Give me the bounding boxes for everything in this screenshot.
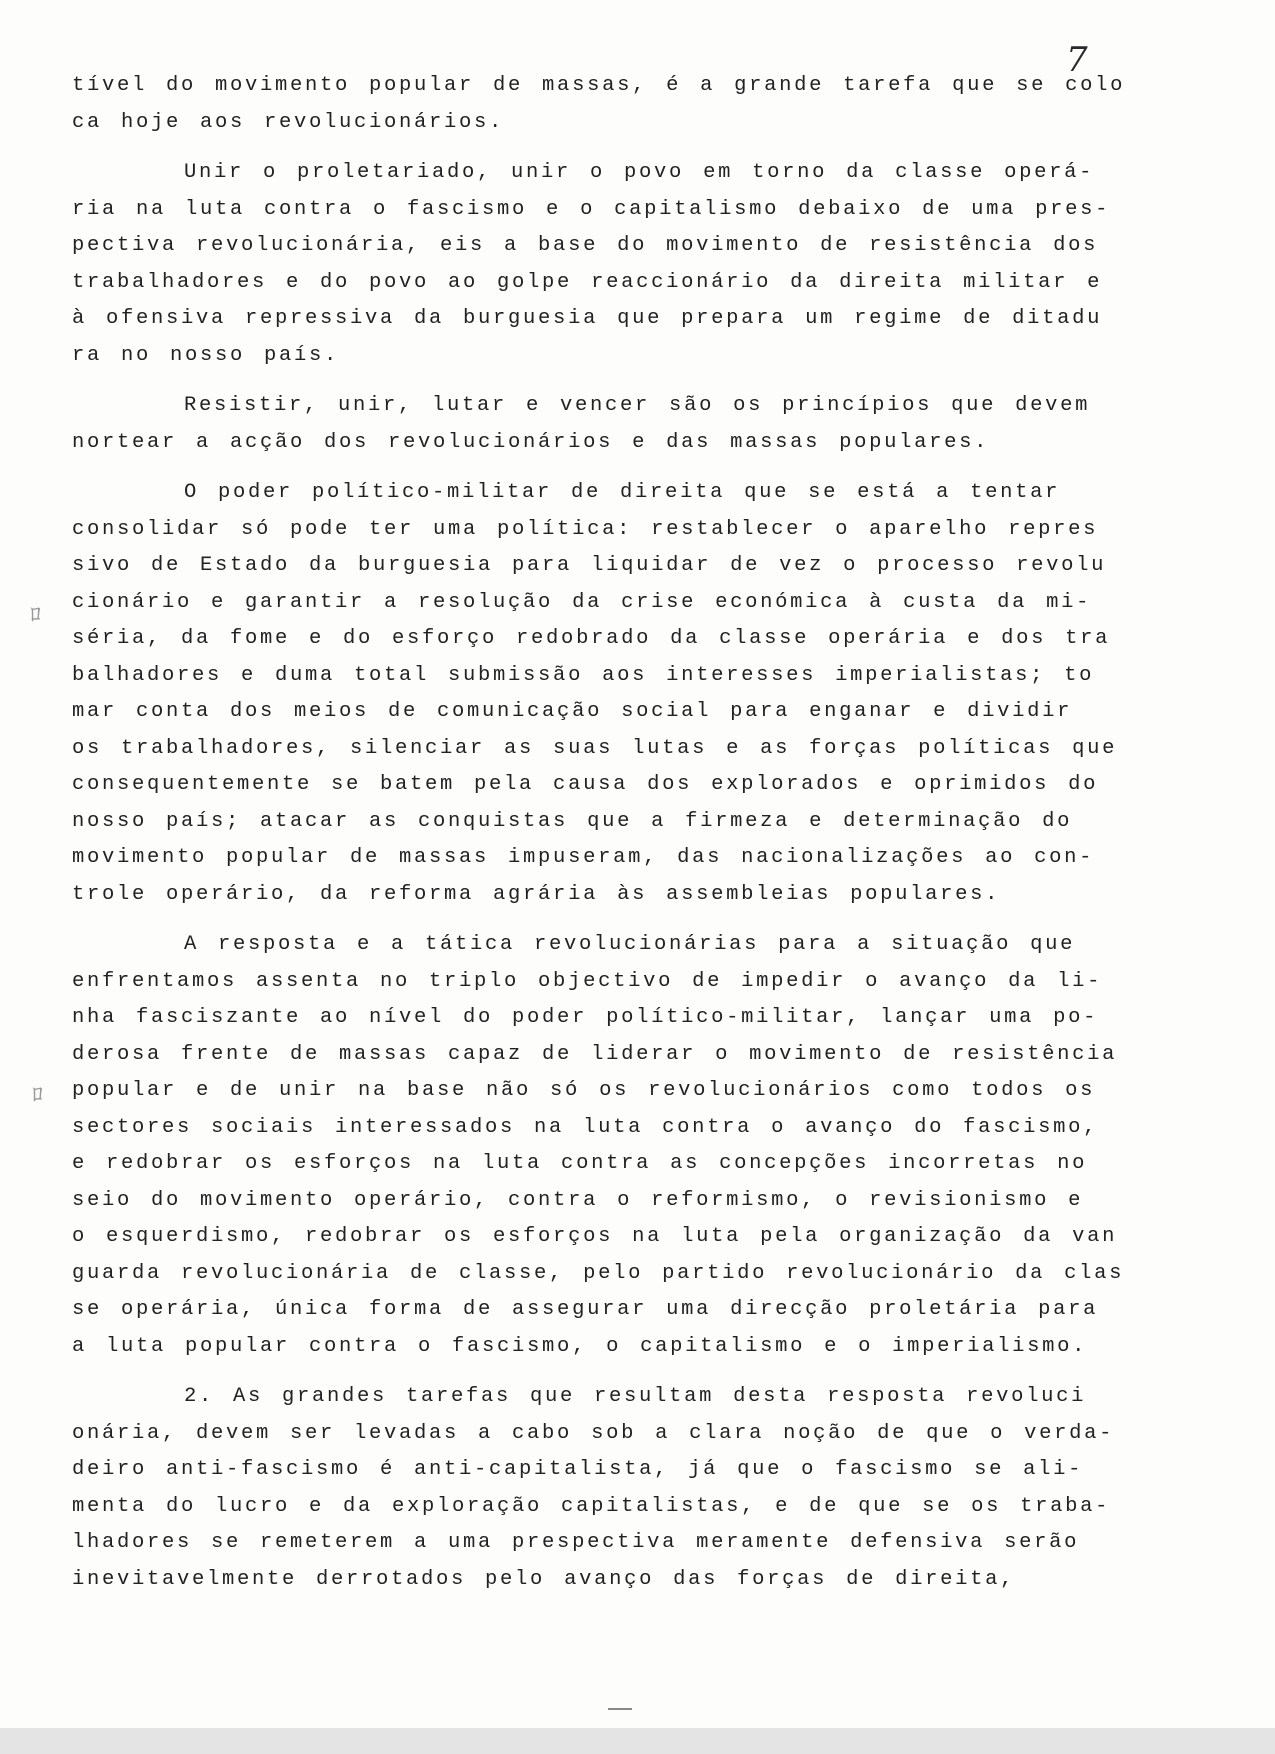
page-number: 7 (1066, 40, 1088, 80)
text-line: e redobrar os esforços na luta contra as concepções incorretas no (72, 1152, 1088, 1175)
text-line: menta do lucro e da exploração capitalistas, e de que se os traba- (72, 1494, 1111, 1518)
text-line: A resposta e a tática revolucionárias para a situação que (184, 933, 1076, 956)
text-line: trole operário, da reforma agrária às assembleias populares. (72, 882, 1001, 906)
text-line: séria, da fome e do esforço redobrado da classe operária e dos tra (72, 627, 1111, 650)
text-line: cionário e garantir a resolução da crise económica à custa da mi- (72, 590, 1092, 614)
text-line: tível do movimento popular de massas, é a grande tarefa que se colo (72, 74, 1126, 97)
text-line: guarda revolucionária de classe, pelo partido revolucionário da clas (72, 1261, 1125, 1285)
text-line: os trabalhadores, silenciar as suas lutas e as forças políticas que (72, 736, 1118, 760)
text-line: mar conta dos meios de comunicação social para enganar e dividir (72, 700, 1073, 723)
text-line: balhadores e duma total submissão aos interesses imperialistas; to (72, 663, 1095, 687)
text-line: pectiva revolucionária, eis a base do movimento de resistência dos (72, 234, 1099, 257)
paragraph (72, 475, 1132, 913)
text-line: enfrentamos assenta no triplo objectivo de impedir o avanço da li- (72, 969, 1103, 993)
margin-mark: ﾛ (32, 1083, 44, 1108)
paragraph (72, 1379, 1132, 1598)
text-line: nha fasciszante ao nível do poder político-militar, lançar uma po- (72, 1006, 1099, 1029)
text-line: consequentemente se batem pela causa dos explorados e oprimidos do (72, 773, 1099, 796)
paragraph (72, 927, 1132, 1365)
text-line: a luta popular contra o fascismo, o capitalismo e o imperialismo. (72, 1334, 1088, 1358)
scan-edge (0, 1728, 1275, 1754)
text-line: sectores sociais interessados na luta contra o avanço do fascismo, (72, 1115, 1099, 1139)
scan-mark (608, 1708, 632, 1710)
margin-mark: ﾛ (30, 603, 42, 628)
text-line: trabalhadores e do povo ao golpe reaccionário da direita militar e (72, 270, 1103, 294)
paragraph (72, 388, 1132, 461)
text-line: ra no nosso país. (72, 343, 340, 367)
text-line: popular e de unir na base não só os revolucionários como todos os (72, 1079, 1096, 1102)
text-line: ca hoje aos revolucionários. (72, 110, 505, 134)
body-text (72, 68, 1132, 1612)
text-line: lhadores se remeterem a uma prespectiva meramente defensiva serão (72, 1531, 1080, 1554)
text-line: O poder político-militar de direita que se está a tentar (184, 481, 1061, 504)
text-line: sivo de Estado da burguesia para liquidar de vez o processo revolu (72, 554, 1107, 577)
text-line: nosso país; atacar as conquistas que a firmeza e determinação do (72, 809, 1073, 833)
text-line: ria na luta contra o fascismo e o capitalismo debaixo de uma pres- (72, 197, 1111, 221)
text-line: 2. As grandes tarefas que resultam desta resposta revoluci (184, 1385, 1087, 1408)
text-line: consolidar só pode ter uma política: restablecer o aparelho repres (72, 517, 1099, 541)
text-line: seio do movimento operário, contra o reformismo, o revisionismo e (72, 1188, 1084, 1212)
paragraph (72, 68, 1132, 141)
text-line: se operária, única forma de assegurar uma direcção proletária para (72, 1298, 1099, 1321)
text-line: derosa frente de massas capaz de liderar o movimento de resistência (72, 1042, 1118, 1066)
text-line: inevitavelmente derrotados pelo avanço das forças de direita, (72, 1567, 1016, 1591)
text-line: Resistir, unir, lutar e vencer são os princípios que devem (184, 394, 1091, 417)
text-line: movimento popular de massas impuseram, das nacionalizações ao con- (72, 846, 1095, 869)
text-line: o esquerdismo, redobrar os esforços na luta pela organização da van (72, 1225, 1118, 1248)
text-line: deiro anti-fascismo é anti-capitalista, já que o fascismo se ali- (72, 1458, 1084, 1481)
text-line: Unir o proletariado, unir o povo em torno da classe operá- (184, 161, 1095, 184)
text-line: onária, devem ser levadas a cabo sob a clara noção de que o verda- (72, 1421, 1115, 1445)
paragraph (72, 155, 1132, 374)
text-line: nortear a acção dos revolucionários e das massas populares. (72, 430, 990, 454)
text-line: à ofensiva repressiva da burguesia que prepara um regime de ditadu (72, 307, 1103, 330)
